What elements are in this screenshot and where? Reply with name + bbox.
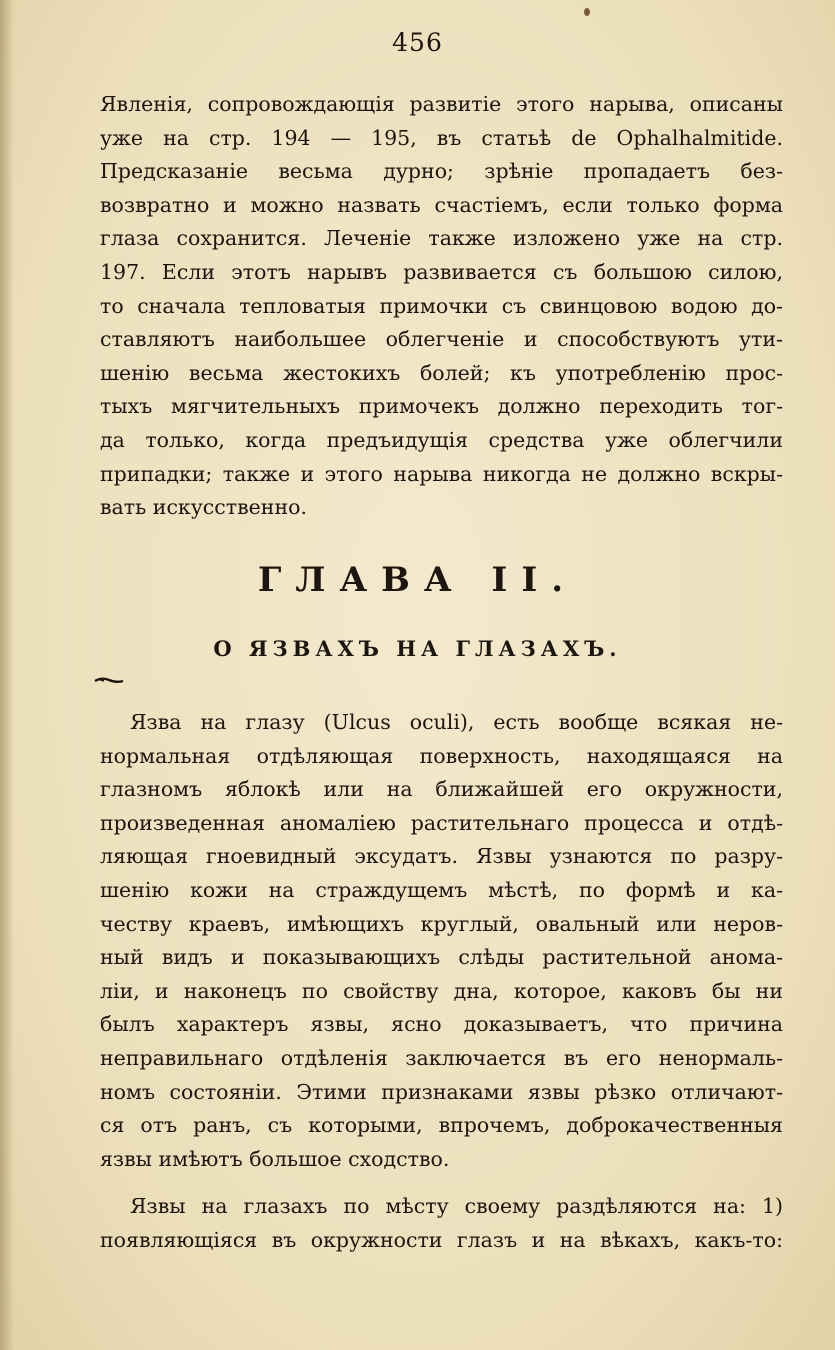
text-line: Явленія, сопровождающія развитіе этого нарыва, описаны [100, 92, 783, 116]
text-line: 197. Если этотъ нарывъ развивается съ большою силою, [100, 259, 783, 284]
paragraph-1 [100, 88, 783, 525]
page-number: 456 [392, 28, 443, 57]
text-line: язвы имѣютъ большое сходство. [100, 1146, 450, 1171]
text-line: Язва на глазу (Ulcus oculi), есть вообще всякая не- [130, 710, 783, 734]
ornament-icon [94, 676, 124, 685]
text-line: ляющая гноевидный эксудатъ. Язвы узнаются по разру- [100, 844, 783, 869]
text-line: честву краевъ, имѣющихъ круглый, овальный или неров- [100, 911, 783, 936]
text-line: возвратно и можно назвать счастіемъ, если только форма [100, 192, 783, 217]
text-line: ліи, и наконецъ по свойству дна, которое, каковъ бы ни [100, 978, 783, 1003]
paragraph-3 [100, 1190, 783, 1257]
paragraph-2 [100, 706, 783, 1176]
text-line: появляющіяся въ окружности глазъ и на вѣкахъ, какъ-то: [100, 1227, 783, 1252]
chapter-title: ГЛАВА II. [257, 560, 578, 600]
text-line: номъ состояніи. Этими признаками язвы рѣзко отличают- [100, 1079, 783, 1104]
text-line: то сначала тепловатыя примочки съ свинцовою водою до- [100, 293, 783, 318]
text-line: произведенная аномаліею растительнаго процесса и отдѣ- [100, 810, 783, 835]
text-line: Язвы на глазахъ по мѣсту своему раздѣляются на: 1) [130, 1194, 783, 1218]
text-line: Предсказаніе весьма дурно; зрѣніе пропадаетъ без- [100, 159, 783, 184]
ink-spot [584, 8, 590, 16]
binding-shadow [0, 0, 14, 1350]
text-line: припадки; также и этого нарыва никогда не должно вскры- [100, 461, 783, 486]
section-heading: О ЯЗВАХЪ НА ГЛАЗАХЪ. [213, 636, 622, 661]
text-line: тыхъ мягчительныхъ примочекъ должно переходить тог- [100, 394, 783, 419]
text-line: ся отъ ранъ, съ которыми, впрочемъ, доброкачественныя [100, 1113, 783, 1138]
text-line: шенію весьма жестокихъ болей; къ употребленію прос- [100, 360, 783, 385]
text-line: вать искусственно. [100, 495, 307, 520]
text-line: глаза сохранится. Леченіе также изложено уже на стр. [100, 226, 783, 251]
text-line: неправильнаго отдѣленія заключается въ его ненормаль- [100, 1045, 783, 1070]
text-line: ный видъ и показывающихъ слѣды растительной анома- [100, 945, 783, 970]
text-line: былъ характеръ язвы, ясно доказываетъ, что причина [100, 1012, 783, 1037]
text-line: да только, когда предъидущія средства уже облегчили [100, 427, 783, 452]
text-line: ставляютъ наибольшее облегченіе и способствуютъ ути- [100, 327, 783, 352]
text-line: нормальная отдѣляющая поверхность, находящаяся на [100, 743, 783, 768]
text-line: шенію кожи на страждущемъ мѣстѣ, по формѣ и ка- [100, 877, 783, 902]
text-line: глазномъ яблокѣ или на ближайшей его окружности, [100, 777, 783, 802]
text-line: уже на стр. 194 — 195, въ статьѣ de Ophalhalmitide. [100, 125, 783, 150]
